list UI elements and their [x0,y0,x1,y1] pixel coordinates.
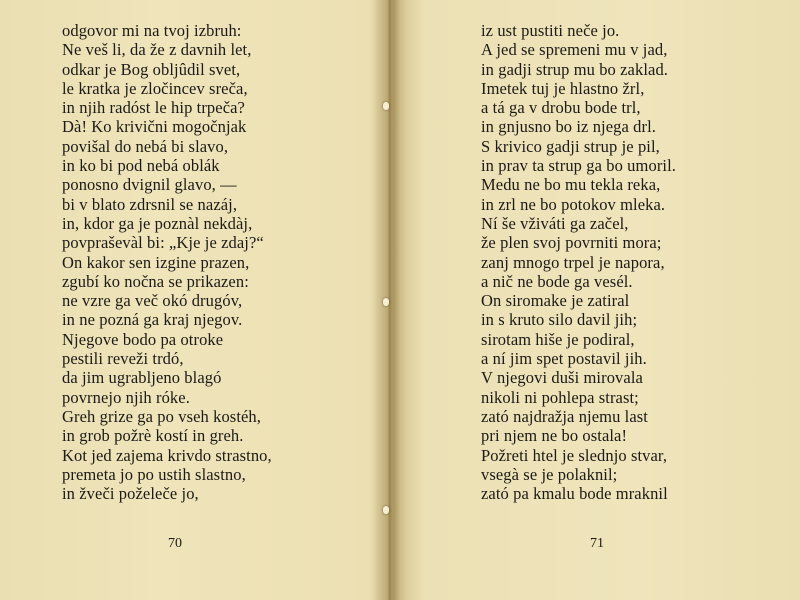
poem-line: Dà! Ko krivični mogočnjak [62,117,247,137]
poem-line: a tá ga v drobu bode trl, [481,98,641,118]
poem-line: bi v blato zdrsnil se nazáj, [62,194,238,214]
page-number: 70 [168,536,182,551]
poem-line: Ní še vživáti ga začel, [481,213,629,233]
poem-line: in žveči poželeče jo, [62,484,199,504]
poem-line: odgovor mi na tvoj izbruh: [62,21,242,40]
poem-line: in s kruto silo davil jih; [481,310,638,330]
poem-line: sirotam hiše je podiral, [481,329,635,349]
poem-line: da jim ugrabljeno blagó [62,368,222,388]
poem-line: in grob požrè kostí in greh. [62,426,244,446]
poem-line: in prav ta strup ga bo umoril. [481,156,677,176]
poem-line: zanj mnogo trpel je napora, [481,252,665,272]
poem-line: in njih radóst le hip trpeča? [62,98,245,118]
right-page [388,0,800,600]
poem-line: S krivico gadji strup je pil, [481,136,660,156]
poem-line: že plen svoj povrniti mora; [481,233,662,253]
poem-line: On siromake je zatiral [481,291,630,311]
poem-line: nikoli ni pohlepa strast; [481,387,639,407]
poem-line: in ko bi pod nebá oblák [62,156,220,176]
right-page-poem [481,21,676,503]
poem-line: Kot jed zajema krivdo strastno, [62,445,272,465]
poem-line: vsegà se je polaknil; [481,464,618,484]
poem-line: zató pa kmalu bode mraknil [481,484,668,504]
poem-line: Ne veš li, da že z davnih let, [62,40,252,60]
poem-line: odkar je Bog obljûdil svet, [62,59,241,79]
poem-line: povišal do nebá bi slavo, [62,136,229,156]
poem-line: Greh grize ga po vseh kostéh, [62,406,262,426]
poem-line: Njegove bodo pa otroke [62,329,224,349]
poem-line: pestili reveži trdó, [62,349,184,369]
poem-line: ne vzre ga več okó drugóv, [62,291,243,311]
poem-line: ponosno dvignil glavo, — [62,175,237,195]
left-page [0,0,388,600]
poem-line: in ne pozná ga kraj njegov. [62,310,243,330]
poem-line: premeta jo po ustih slastno, [62,464,246,484]
poem-line: zgubí ko nočna se prikazen: [62,271,249,291]
poem-line: povpraševàl bi: „Kje je zdaj?“ [62,233,264,253]
poem-line: iz ust pustiti neče jo. [481,21,620,40]
poem-line: Medu ne bo mu tekla reka, [481,175,661,195]
page-number: 71 [590,536,604,551]
poem-line: a nič ne bode ga vesél. [481,271,633,291]
poem-line: in, kdor ga je poznàl nekdàj, [62,213,253,233]
poem-line: in gnjusno bo iz njega drl. [481,117,657,137]
poem-line: On kakor sen izgine prazen, [62,252,250,272]
left-page-poem [62,21,272,503]
poem-line: a ní jim spet postavil jih. [481,349,647,369]
poem-line: povrnejo njih róke. [62,387,190,407]
poem-line: V njegovi duši mirovala [481,368,643,388]
poem-line: in gadji strup mu bo zaklad. [481,59,669,79]
poem-line: pri njem ne bo ostala! [481,426,628,446]
poem-line: le kratka je zločincev sreča, [62,78,248,98]
poem-line: Požreti htel je slednjo stvar, [481,445,668,465]
poem-line: Imetek tuj je hlastno žrl, [481,78,645,98]
poem-line: zató najdražja njemu last [481,406,648,426]
poem-line: A jed se spremeni mu v jad, [481,40,668,60]
poem-line: in zrl ne bo potokov mleka. [481,194,666,214]
